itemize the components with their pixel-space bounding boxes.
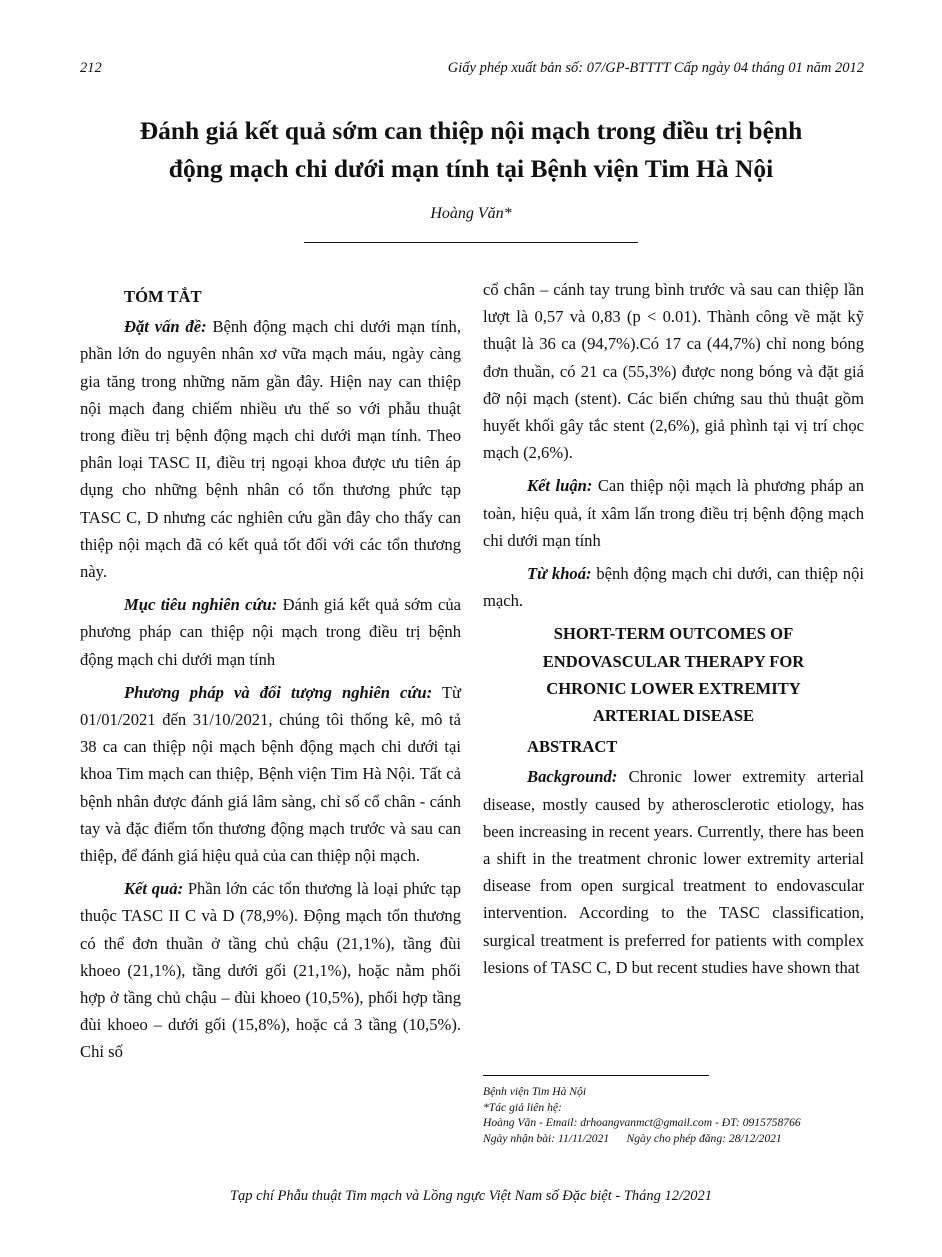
right-column xyxy=(483,276,864,987)
conclusion-paragraph xyxy=(483,472,864,554)
background-text: Bệnh động mạch chi dưới mạn tính, phần lớn do nguyên nhân xơ vữa mạch máu, ngày càng gia tăng trong những năm gần đây. Hiện nay can thiệp nội mạch đang chiếm nhiều ưu thế so với phẫu thuật trong điều trị bệnh động mạch chi dưới mạn tính. Theo phân loại TASC II, điều trị ngoại khoa được ưu tiên áp dụng cho những bệnh nhân có tổn thương phức tạp TASC C, D nhưng các nghiên cứu gần đây cho thấy can thiệp nội mạch đã có kết quả tốt đối với các tổn thương này. xyxy=(80,317,461,582)
english-title-line: CHRONIC LOWER EXTREMITY xyxy=(546,678,801,698)
article-title xyxy=(60,112,882,188)
keywords-paragraph xyxy=(483,560,864,614)
footnote-divider xyxy=(483,1075,709,1076)
methods-text: Từ 01/01/2021 đến 31/10/2021, chúng tôi thống kê, mô tả 38 ca can thiệp nội mạch bệnh động mạch chi dưới tại khoa Tim mạch can thiệp, Bệnh viện Tim Hà Nội. Tất cả bệnh nhân được đánh giá lâm sàng, chỉ số cổ chân - cánh tay và đặc điểm tổn thương động mạch trước và sau can thiệp, để đánh giá hiệu quả của can thiệp nội mạch. xyxy=(80,682,461,866)
page-number: 212 xyxy=(80,60,102,76)
keywords-label: Từ khoá: xyxy=(527,564,592,584)
footnote-corresponding: *Tác giả liên hệ: xyxy=(483,1100,562,1114)
title-divider xyxy=(304,242,638,243)
article-title-line-1: Đánh giá kết quả sớm can thiệp nội mạch trong điều trị bệnh xyxy=(139,116,803,145)
author-name: Hoàng Văn* xyxy=(430,205,512,222)
conclusion-label: Kết luận: xyxy=(527,476,593,496)
conclusion-text: Can thiệp nội mạch là phương pháp an toàn, hiệu quả, ít xâm lấn trong điều trị bệnh động mạch chi dưới mạn tính xyxy=(483,476,864,550)
abstract-background-text: Chronic lower extremity arterial disease, mostly caused by atherosclerotic etiology, has been increasing in recent years. Currently, there has been a shift in the treatment chronic lower extremity arterial disease from open surgical treatment to endovascular intervention. According to the TASC classification, surgical treatment is preferred for patients with complex lesions of TASC C, D but recent studies have shown that xyxy=(483,767,864,977)
background-label: Đặt vấn đề: xyxy=(124,317,207,337)
objective-paragraph xyxy=(80,591,461,673)
methods-label: Phương pháp và đối tượng nghiên cứu: xyxy=(124,682,433,702)
footnote-dates: Ngày nhận bài: 11/11/2021 Ngày cho phép đăng: 28/12/2021 xyxy=(483,1131,782,1145)
objective-label: Mục tiêu nghiên cứu: xyxy=(124,595,278,615)
english-title-line: ENDOVASCULAR THERAPY FOR xyxy=(542,651,805,671)
english-title-line: ARTERIAL DISEASE xyxy=(592,706,755,726)
english-title-line: SHORT-TERM OUTCOMES OF xyxy=(553,624,794,644)
keywords-text: bệnh động mạch chi dưới, can thiệp nội mạch. xyxy=(483,564,864,611)
left-column xyxy=(80,283,461,1072)
summary-heading: TÓM TẮT xyxy=(124,287,202,306)
results-text: Phần lớn các tổn thương là loại phức tạp thuộc TASC II C và D (78,9%). Động mạch tổn thương có thể đơn thuần ở tầng chủ chậu (21,1%), tầng đùi khoeo (21,1%), tầng dưới gối (21,1%), hoặc nằm phối hợp ở tầng chủ chậu – đùi khoeo (10,5%), phối hợp tầng đùi khoeo – dưới gối (15,8%), hoặc cả 3 tầng (10,5%). Chỉ số xyxy=(80,879,462,1062)
footnote xyxy=(483,1084,801,1146)
background-paragraph xyxy=(80,313,461,585)
abstract-heading: ABSTRACT xyxy=(527,737,618,757)
methods-paragraph xyxy=(80,679,461,869)
abstract-background-paragraph xyxy=(483,763,864,981)
footnote-contact: Hoàng Văn - Email: drhoangvanmct@gmail.com - ĐT: 0915758766 xyxy=(483,1116,801,1129)
results-continued: cổ chân – cánh tay trung bình trước và sau can thiệp lần lượt là 0,57 và 0,83 (p < 0.01). Thành công về mặt kỹ thuật là 36 ca (94,7%).Có 17 ca (44,7%) chỉ nong bóng đơn thuần, có 21 ca (55,3%) được nong bóng và đặt giá đỡ nội mạch (stent). Các biến chứng sau thủ thuật gồm huyết khối gây tắc stent (2,6%), giả phình tại vị trí chọc mạch (2,6%). xyxy=(483,280,864,463)
results-paragraph xyxy=(80,875,461,1065)
results-label: Kết quả: xyxy=(124,879,184,899)
abstract-background-label: Background: xyxy=(527,767,618,787)
english-title xyxy=(483,620,864,729)
journal-footer: Tạp chí Phẫu thuật Tim mạch và Lồng ngực Việt Nam số Đặc biệt - Tháng 12/2021 xyxy=(229,1188,713,1204)
objective-text: Đánh giá kết quả sớm của phương pháp can thiệp nội mạch trong điều trị bệnh động mạch chi dưới mạn tính xyxy=(80,595,461,669)
article-title-line-2: động mạch chi dưới mạn tính tại Bệnh viện Tim Hà Nội xyxy=(168,154,774,183)
footnote-affiliation: Bệnh viện Tim Hà Nội xyxy=(483,1085,587,1098)
license-header: Giấy phép xuất bản số: 07/GP-BTTTT Cấp ngày 04 tháng 01 năm 2012 xyxy=(447,60,864,76)
